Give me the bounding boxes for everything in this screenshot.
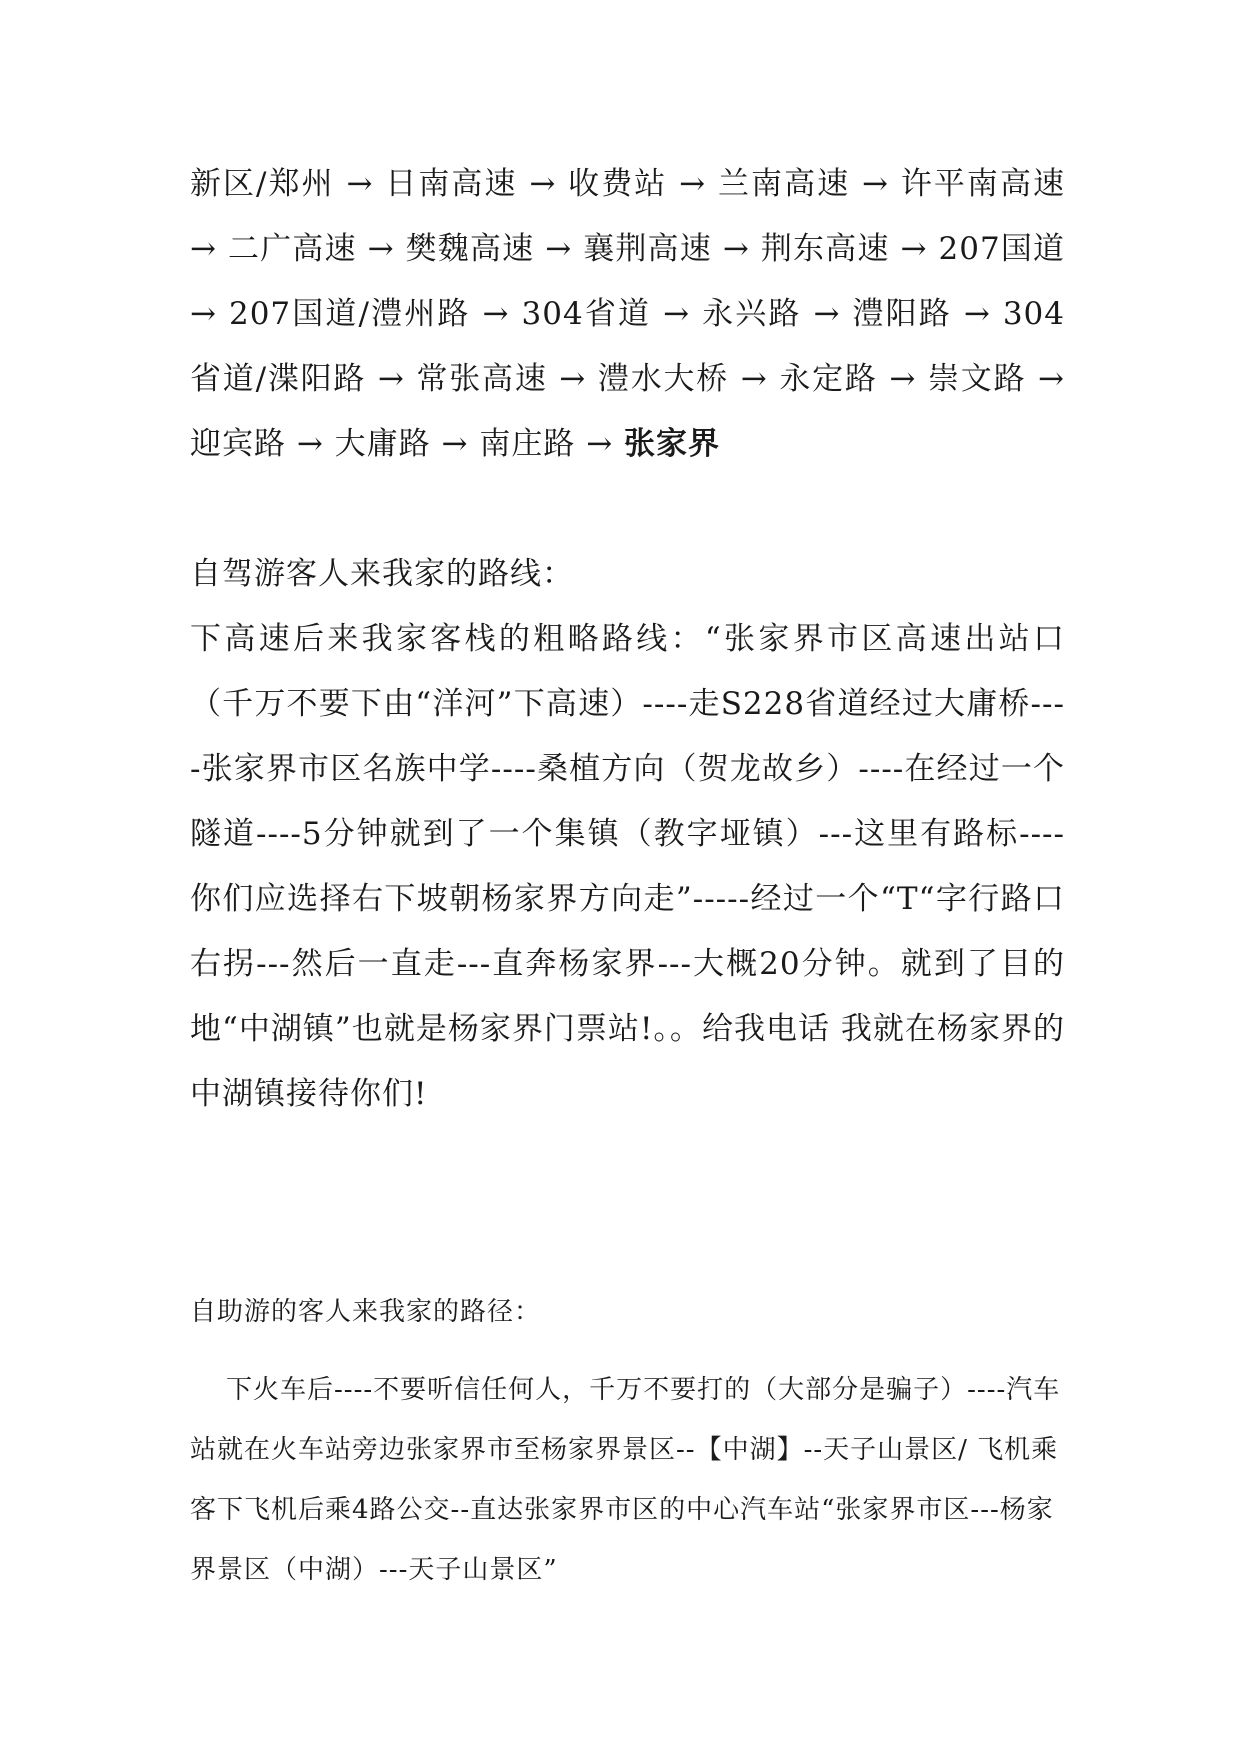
self-guided-heading: 自助游的客人来我家的路径： xyxy=(190,1297,542,1327)
route-segments: 新区/郑州 → 日南高速 → 收费站 → 兰南高速 → 许平南高速 → 二广高速 → 樊魏高速 → 襄荆高速 → 荆东高速 → 207国道 → 207国道/澧州路 → 304省道 → 永兴路 → 澧阳路 → 304省道/渫阳路 → 常张高速 → 澧水大桥 → 永定路 → 崇文路 → 迎宾路 → 大庸路 → 南庄路 → xyxy=(190,166,1065,462)
route-destination: 张家界 xyxy=(624,426,721,462)
driving-route-paragraph xyxy=(190,152,1065,477)
self-guided-directions: 下火车后----不要听信任何人，千万不要打的（大部分是骗子）----汽车站就在火车站旁边张家界市至杨家界景区--【中湖】--天子山景区/ 飞机乘客下飞机后乘4路公交--直达张家界市区的中心汽车站“张家界市区---杨家界景区（中湖）---天子山景区” xyxy=(190,1375,1061,1585)
self-drive-directions: 下高速后来我家客栈的粗略路线：“张家界市区高速出站口（千万不要下由“洋河”下高速）----走S228省道经过大庸桥----张家界市区名族中学----桑植方向（贺龙故乡）----在经过一个隧道----5分钟就到了一个集镇（教字垭镇）---这里有路标----你们应选择右下坡朝杨家界方向走”-----经过一个“T“字行路口右拐---然后一直走---直奔杨家界---大概20分钟。就到了目的地“中湖镇”也就是杨家界门票站!。。给我电话 我就在杨家界的中湖镇接待你们! xyxy=(190,621,1065,1112)
self-drive-heading: 自驾游客人来我家的路线： xyxy=(190,556,574,592)
